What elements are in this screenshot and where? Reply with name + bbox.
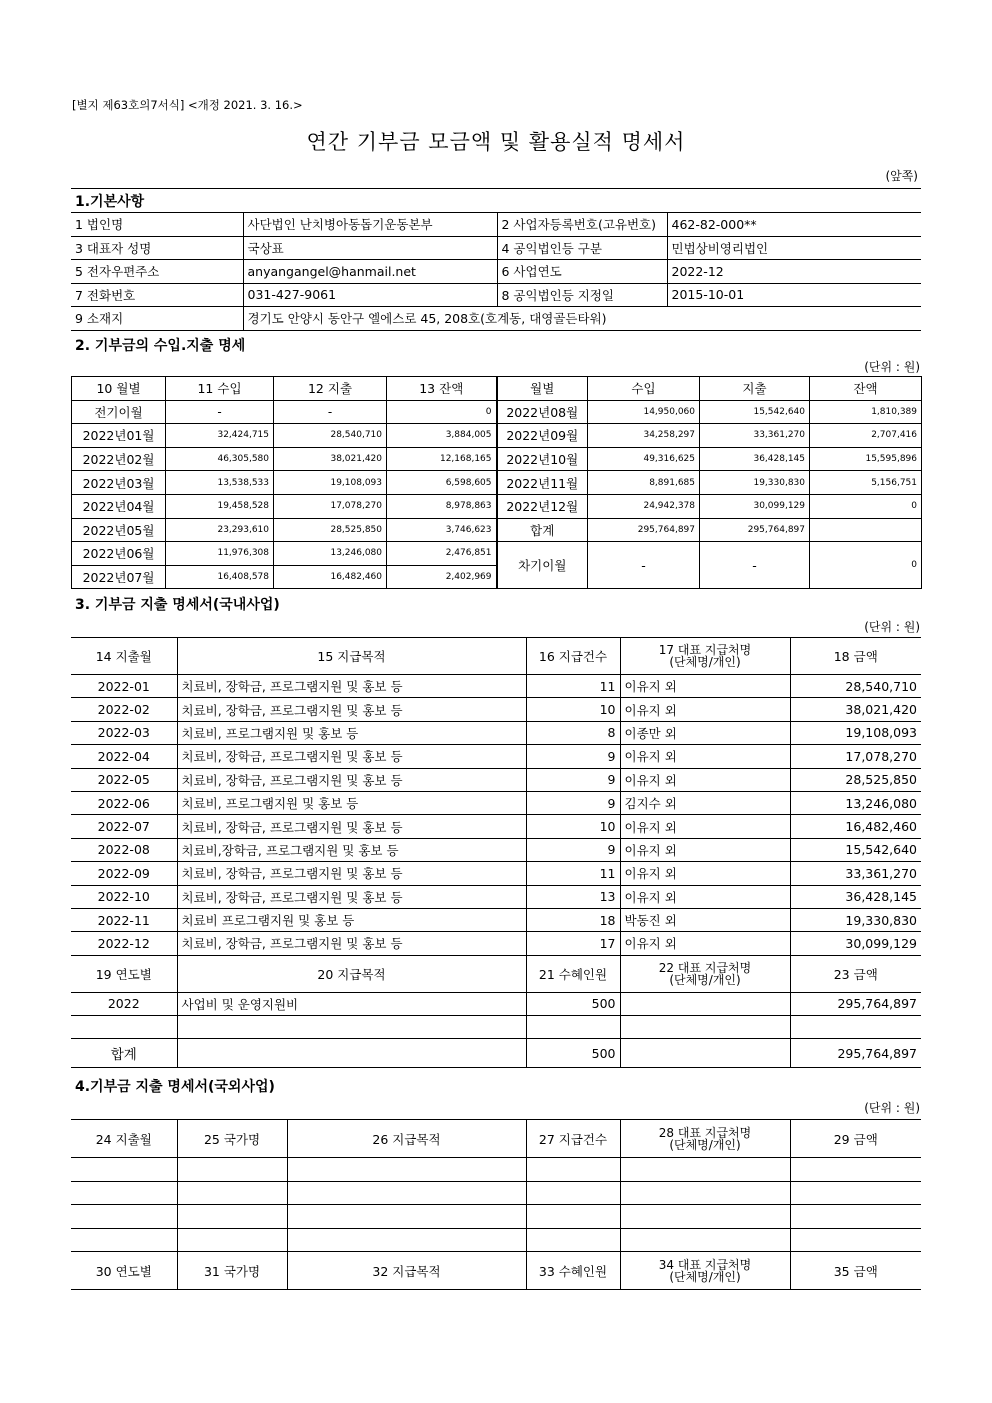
table-row bbox=[71, 992, 921, 1015]
count-cell: 9 bbox=[526, 838, 620, 861]
table-row bbox=[71, 698, 921, 721]
amount-cell: 28,525,850 bbox=[790, 768, 921, 791]
domestic-expense-table bbox=[71, 637, 921, 1068]
header-line-2: (단체명/개인) bbox=[669, 655, 741, 669]
column-header: 잔액 bbox=[810, 377, 922, 401]
purpose-cell: 치료비, 프로그램지원 및 홍보 등 bbox=[177, 791, 526, 814]
amount-cell: 46,305,580 bbox=[166, 447, 274, 471]
basic-info-row bbox=[71, 283, 921, 307]
recipient-cell: 박동진 외 bbox=[620, 908, 790, 931]
count-cell: 17 bbox=[526, 932, 620, 955]
month-cell: 2022-04 bbox=[71, 745, 177, 768]
column-header: 12 지출 bbox=[274, 377, 387, 401]
recipient-cell: 이유지 외 bbox=[620, 838, 790, 861]
amount-cell: 295,764,897 bbox=[588, 518, 700, 542]
month-cell: 2022년05월 bbox=[72, 518, 166, 542]
empty-cell bbox=[790, 1205, 921, 1229]
amount-cell: 3,746,623 bbox=[387, 518, 497, 542]
table-header-row bbox=[72, 377, 922, 401]
column-header: 35 금액 bbox=[790, 1252, 921, 1290]
amount-cell: 16,482,460 bbox=[790, 815, 921, 838]
section-3-unit: (단위 : 원) bbox=[864, 620, 920, 634]
basic-info-table bbox=[71, 212, 921, 331]
table-row bbox=[71, 908, 921, 931]
recipient-cell bbox=[620, 1039, 790, 1068]
amount-cell: 5,156,751 bbox=[810, 471, 922, 495]
column-header: 지출 bbox=[700, 377, 810, 401]
empty-cell bbox=[177, 1158, 287, 1182]
month-cell: 2022-07 bbox=[71, 815, 177, 838]
basic-info-value: 사단법인 난치병아동돕기운동본부 bbox=[243, 213, 497, 237]
month-cell: 2022년07월 bbox=[72, 565, 166, 589]
blank-row bbox=[71, 1228, 921, 1252]
amount-cell: 38,021,420 bbox=[274, 447, 387, 471]
section-4-title: 4.기부금 지출 명세서(국외사업) bbox=[75, 1079, 275, 1095]
basic-info-address: 경기도 안양시 동안구 엘에스로 45, 208호(호계동, 대영골든타워) bbox=[243, 307, 921, 331]
amount-cell: 30,099,129 bbox=[700, 494, 810, 518]
amount-cell: 1,810,389 bbox=[810, 400, 922, 424]
empty-cell bbox=[526, 1181, 620, 1205]
carry-forward-label: 차기이월 bbox=[497, 542, 588, 589]
purpose-cell: 치료비,장학금, 프로그램지원 및 홍보 등 bbox=[177, 838, 526, 861]
amount-cell: 295,764,897 bbox=[790, 992, 921, 1015]
amount-cell: 33,361,270 bbox=[700, 424, 810, 448]
page-side-label: (앞쪽) bbox=[885, 169, 918, 183]
income-expense-table bbox=[71, 376, 922, 589]
amount-cell: 6,598,605 bbox=[387, 471, 497, 495]
recipient-cell: 이유지 외 bbox=[620, 698, 790, 721]
document-title: 연간 기부금 모금액 및 활용실적 명세서 bbox=[306, 130, 686, 154]
basic-info-label: 4 공익법인등 구분 bbox=[497, 236, 667, 260]
month-cell: 2022년12월 bbox=[497, 494, 588, 518]
basic-info-label: 2 사업자등록번호(고유번호) bbox=[497, 213, 667, 237]
recipient-cell: 이종만 외 bbox=[620, 721, 790, 744]
month-cell: 2022-03 bbox=[71, 721, 177, 744]
section-1-rule bbox=[71, 188, 921, 189]
amount-cell: 38,021,420 bbox=[790, 698, 921, 721]
amount-cell: 36,428,145 bbox=[700, 447, 810, 471]
section-1-title: 1.기본사항 bbox=[75, 194, 145, 210]
basic-info-value: 462-82-000** bbox=[667, 213, 921, 237]
column-header bbox=[620, 955, 790, 992]
column-header: 33 수혜인원 bbox=[526, 1252, 620, 1290]
empty-cell bbox=[177, 1228, 287, 1252]
purpose-cell: 치료비, 장학금, 프로그램지원 및 홍보 등 bbox=[177, 885, 526, 908]
column-header: 월별 bbox=[497, 377, 588, 401]
section-4-unit: (단위 : 원) bbox=[864, 1101, 920, 1115]
empty-cell bbox=[71, 1158, 177, 1182]
table-row bbox=[72, 471, 922, 495]
column-header: 23 금액 bbox=[790, 955, 921, 992]
column-header: 15 지급목적 bbox=[177, 638, 526, 675]
amount-cell: 32,424,715 bbox=[166, 424, 274, 448]
amount-cell: 19,108,093 bbox=[274, 471, 387, 495]
column-header: 31 국가명 bbox=[177, 1252, 287, 1290]
column-header: 수입 bbox=[588, 377, 700, 401]
empty-cell bbox=[287, 1205, 526, 1229]
amount-cell: 17,078,270 bbox=[790, 745, 921, 768]
month-cell: 2022년11월 bbox=[497, 471, 588, 495]
form-reference: [별지 제63호의7서식] <개정 2021. 3. 16.> bbox=[72, 98, 303, 112]
blank-row bbox=[71, 1181, 921, 1205]
column-header: 32 지급목적 bbox=[287, 1252, 526, 1290]
month-cell: 2022년01월 bbox=[72, 424, 166, 448]
table-header-row bbox=[71, 638, 921, 675]
table-row bbox=[71, 745, 921, 768]
amount-cell: 0 bbox=[387, 400, 497, 424]
recipient-cell: 이유지 외 bbox=[620, 885, 790, 908]
blank-row bbox=[71, 1205, 921, 1229]
amount-cell: 11,976,308 bbox=[166, 542, 274, 566]
amount-cell: - bbox=[166, 400, 274, 424]
empty-cell bbox=[526, 1016, 620, 1039]
amount-cell: 295,764,897 bbox=[790, 1039, 921, 1068]
blank-row bbox=[71, 1016, 921, 1039]
empty-cell bbox=[287, 1181, 526, 1205]
amount-cell: 0 bbox=[810, 494, 922, 518]
basic-info-row bbox=[71, 307, 921, 331]
month-cell: 전기이월 bbox=[72, 400, 166, 424]
column-header: 29 금액 bbox=[790, 1120, 921, 1158]
count-cell: 9 bbox=[526, 791, 620, 814]
month-cell: 합계 bbox=[71, 1039, 177, 1068]
amount-cell: 30,099,129 bbox=[790, 932, 921, 955]
empty-cell bbox=[526, 1205, 620, 1229]
recipient-cell: 이유지 외 bbox=[620, 815, 790, 838]
empty-cell bbox=[287, 1228, 526, 1252]
empty-cell bbox=[177, 1205, 287, 1229]
month-cell: 2022-09 bbox=[71, 862, 177, 885]
empty-cell bbox=[287, 1158, 526, 1182]
column-header bbox=[620, 1252, 790, 1290]
month-cell: 2022 bbox=[71, 992, 177, 1015]
amount-cell: 15,595,896 bbox=[810, 447, 922, 471]
column-header: 13 잔액 bbox=[387, 377, 497, 401]
amount-cell bbox=[810, 518, 922, 542]
basic-info-row bbox=[71, 236, 921, 260]
basic-info-label: 5 전자우편주소 bbox=[71, 260, 243, 284]
purpose-cell: 치료비, 장학금, 프로그램지원 및 홍보 등 bbox=[177, 768, 526, 791]
header-line-1: 28 대표 지급처명 bbox=[658, 1125, 752, 1140]
basic-info-value: 2022-12 bbox=[667, 260, 921, 284]
table-header-row bbox=[71, 1120, 921, 1158]
recipient-cell: 이유지 외 bbox=[620, 768, 790, 791]
column-header: 25 국가명 bbox=[177, 1120, 287, 1158]
purpose-cell: 치료비, 장학금, 프로그램지원 및 홍보 등 bbox=[177, 745, 526, 768]
basic-info-label: 8 공익법인등 지정일 bbox=[497, 283, 667, 307]
amount-cell: 8,891,685 bbox=[588, 471, 700, 495]
header-line-1: 34 대표 지급처명 bbox=[658, 1257, 752, 1272]
month-cell: 2022년03월 bbox=[72, 471, 166, 495]
basic-info-value: 031-427-9061 bbox=[243, 283, 497, 307]
count-cell: 18 bbox=[526, 908, 620, 931]
basic-info-label: 6 사업연도 bbox=[497, 260, 667, 284]
purpose-cell: 치료비 프로그램지원 및 홍보 등 bbox=[177, 908, 526, 931]
basic-info-value: 2015-10-01 bbox=[667, 283, 921, 307]
amount-cell: 8,978,863 bbox=[387, 494, 497, 518]
amount-cell: 33,361,270 bbox=[790, 862, 921, 885]
amount-cell: 2,476,851 bbox=[387, 542, 497, 566]
month-cell: 2022-12 bbox=[71, 932, 177, 955]
empty-cell bbox=[71, 1016, 177, 1039]
count-cell: 11 bbox=[526, 675, 620, 698]
purpose-cell: 치료비, 장학금, 프로그램지원 및 홍보 등 bbox=[177, 698, 526, 721]
amount-cell: 2,707,416 bbox=[810, 424, 922, 448]
count-cell: 9 bbox=[526, 768, 620, 791]
empty-cell bbox=[620, 1181, 790, 1205]
amount-cell: 295,764,897 bbox=[700, 518, 810, 542]
header-line-1: 17 대표 지급처명 bbox=[658, 643, 752, 657]
overseas-expense-table bbox=[71, 1119, 921, 1290]
recipient-cell: 이유지 외 bbox=[620, 675, 790, 698]
amount-cell: 28,540,710 bbox=[790, 675, 921, 698]
table-header-row bbox=[71, 1252, 921, 1290]
amount-cell: 14,950,060 bbox=[588, 400, 700, 424]
month-cell: 2022-10 bbox=[71, 885, 177, 908]
amount-cell: 19,108,093 bbox=[790, 721, 921, 744]
amount-cell: 28,525,850 bbox=[274, 518, 387, 542]
amount-cell: 13,538,533 bbox=[166, 471, 274, 495]
table-row bbox=[71, 721, 921, 744]
recipient-cell: 이유지 외 bbox=[620, 745, 790, 768]
amount-cell: - bbox=[700, 542, 810, 589]
count-cell: 500 bbox=[526, 992, 620, 1015]
basic-info-value: 국상표 bbox=[243, 236, 497, 260]
column-header: 24 지출월 bbox=[71, 1120, 177, 1158]
column-header: 14 지출월 bbox=[71, 638, 177, 675]
column-header: 21 수혜인원 bbox=[526, 955, 620, 992]
empty-cell bbox=[620, 1228, 790, 1252]
basic-info-label: 7 전화번호 bbox=[71, 283, 243, 307]
section-2-title: 2. 기부금의 수입.지출 명세 bbox=[75, 338, 246, 354]
amount-cell: 19,330,830 bbox=[790, 908, 921, 931]
empty-cell bbox=[71, 1228, 177, 1252]
empty-cell bbox=[620, 1158, 790, 1182]
table-row bbox=[72, 447, 922, 471]
table-row bbox=[72, 400, 922, 424]
month-cell: 2022-11 bbox=[71, 908, 177, 931]
amount-cell: 16,482,460 bbox=[274, 565, 387, 589]
amount-cell: 13,246,080 bbox=[274, 542, 387, 566]
table-row bbox=[71, 932, 921, 955]
count-cell: 11 bbox=[526, 862, 620, 885]
amount-cell: - bbox=[274, 400, 387, 424]
amount-cell: 17,078,270 bbox=[274, 494, 387, 518]
column-header: 11 수입 bbox=[166, 377, 274, 401]
empty-cell bbox=[526, 1158, 620, 1182]
month-cell: 2022년08월 bbox=[497, 400, 588, 424]
amount-cell: 36,428,145 bbox=[790, 885, 921, 908]
table-row bbox=[72, 542, 922, 566]
empty-cell bbox=[620, 1205, 790, 1229]
empty-cell bbox=[790, 1016, 921, 1039]
amount-cell: 15,542,640 bbox=[700, 400, 810, 424]
count-cell: 13 bbox=[526, 885, 620, 908]
empty-cell bbox=[790, 1158, 921, 1182]
purpose-cell: 치료비, 장학금, 프로그램지원 및 홍보 등 bbox=[177, 815, 526, 838]
basic-info-value: anyangangel@hanmail.net bbox=[243, 260, 497, 284]
table-row bbox=[71, 885, 921, 908]
purpose-cell: 치료비, 장학금, 프로그램지원 및 홍보 등 bbox=[177, 675, 526, 698]
basic-info-label: 9 소재지 bbox=[71, 307, 243, 331]
amount-cell: 0 bbox=[810, 542, 922, 589]
column-header: 20 지급목적 bbox=[177, 955, 526, 992]
month-cell: 2022-01 bbox=[71, 675, 177, 698]
amount-cell: 19,458,528 bbox=[166, 494, 274, 518]
amount-cell: 2,402,969 bbox=[387, 565, 497, 589]
recipient-cell: 김지수 외 bbox=[620, 791, 790, 814]
count-cell: 9 bbox=[526, 745, 620, 768]
month-cell: 2022-08 bbox=[71, 838, 177, 861]
header-line-2: (단체명/개인) bbox=[669, 972, 741, 987]
purpose-cell: 치료비, 장학금, 프로그램지원 및 홍보 등 bbox=[177, 862, 526, 885]
table-row bbox=[72, 518, 922, 542]
purpose-cell: 치료비, 장학금, 프로그램지원 및 홍보 등 bbox=[177, 932, 526, 955]
empty-cell bbox=[790, 1181, 921, 1205]
amount-cell: 23,293,610 bbox=[166, 518, 274, 542]
empty-cell bbox=[526, 1228, 620, 1252]
table-row bbox=[71, 815, 921, 838]
count-cell: 10 bbox=[526, 815, 620, 838]
amount-cell: 16,408,578 bbox=[166, 565, 274, 589]
column-header bbox=[620, 638, 790, 675]
table-row bbox=[71, 768, 921, 791]
empty-cell bbox=[790, 1228, 921, 1252]
month-cell: 2022-05 bbox=[71, 768, 177, 791]
column-header bbox=[620, 1120, 790, 1158]
table-row bbox=[71, 862, 921, 885]
column-header: 30 연도별 bbox=[71, 1252, 177, 1290]
empty-cell bbox=[71, 1205, 177, 1229]
purpose-cell bbox=[177, 1039, 526, 1068]
amount-cell: 28,540,710 bbox=[274, 424, 387, 448]
column-header: 16 지급건수 bbox=[526, 638, 620, 675]
blank-row bbox=[71, 1158, 921, 1182]
basic-info-row bbox=[71, 260, 921, 284]
recipient-cell: 이유지 외 bbox=[620, 932, 790, 955]
count-cell: 500 bbox=[526, 1039, 620, 1068]
table-row bbox=[72, 494, 922, 518]
section-2-unit: (단위 : 원) bbox=[864, 360, 920, 374]
amount-cell: 19,330,830 bbox=[700, 471, 810, 495]
table-row bbox=[71, 675, 921, 698]
empty-cell bbox=[177, 1016, 526, 1039]
basic-info-value: 민법상비영리법인 bbox=[667, 236, 921, 260]
month-cell: 합계 bbox=[497, 518, 588, 542]
month-cell: 2022년10월 bbox=[497, 447, 588, 471]
recipient-cell: 이유지 외 bbox=[620, 862, 790, 885]
column-header: 10 월별 bbox=[72, 377, 166, 401]
amount-cell: 24,942,378 bbox=[588, 494, 700, 518]
amount-cell: - bbox=[588, 542, 700, 589]
purpose-cell: 치료비, 프로그램지원 및 홍보 등 bbox=[177, 721, 526, 744]
table-row bbox=[71, 791, 921, 814]
column-header: 27 지급건수 bbox=[526, 1120, 620, 1158]
basic-info-label: 3 대표자 성명 bbox=[71, 236, 243, 260]
count-cell: 8 bbox=[526, 721, 620, 744]
empty-cell bbox=[620, 1016, 790, 1039]
table-row bbox=[71, 838, 921, 861]
header-line-1: 22 대표 지급처명 bbox=[658, 960, 752, 975]
amount-cell: 34,258,297 bbox=[588, 424, 700, 448]
table-row bbox=[71, 1039, 921, 1068]
month-cell: 2022-02 bbox=[71, 698, 177, 721]
recipient-cell bbox=[620, 992, 790, 1015]
column-header: 18 금액 bbox=[790, 638, 921, 675]
empty-cell bbox=[177, 1181, 287, 1205]
month-cell: 2022년04월 bbox=[72, 494, 166, 518]
table-header-row bbox=[71, 955, 921, 992]
amount-cell: 15,542,640 bbox=[790, 838, 921, 861]
month-cell: 2022년09월 bbox=[497, 424, 588, 448]
empty-cell bbox=[71, 1181, 177, 1205]
column-header: 26 지급목적 bbox=[287, 1120, 526, 1158]
section-3-title: 3. 기부금 지출 명세서(국내사업) bbox=[75, 597, 280, 613]
header-line-2: (단체명/개인) bbox=[669, 1137, 741, 1152]
basic-info-row bbox=[71, 213, 921, 237]
header-line-2: (단체명/개인) bbox=[669, 1269, 741, 1284]
basic-info-label: 1 법인명 bbox=[71, 213, 243, 237]
purpose-cell: 사업비 및 운영지원비 bbox=[177, 992, 526, 1015]
amount-cell: 49,316,625 bbox=[588, 447, 700, 471]
amount-cell: 3,884,005 bbox=[387, 424, 497, 448]
amount-cell: 12,168,165 bbox=[387, 447, 497, 471]
amount-cell: 13,246,080 bbox=[790, 791, 921, 814]
month-cell: 2022년02월 bbox=[72, 447, 166, 471]
month-cell: 2022-06 bbox=[71, 791, 177, 814]
table-row bbox=[72, 424, 922, 448]
count-cell: 10 bbox=[526, 698, 620, 721]
month-cell: 2022년06월 bbox=[72, 542, 166, 566]
column-header: 19 연도별 bbox=[71, 955, 177, 992]
